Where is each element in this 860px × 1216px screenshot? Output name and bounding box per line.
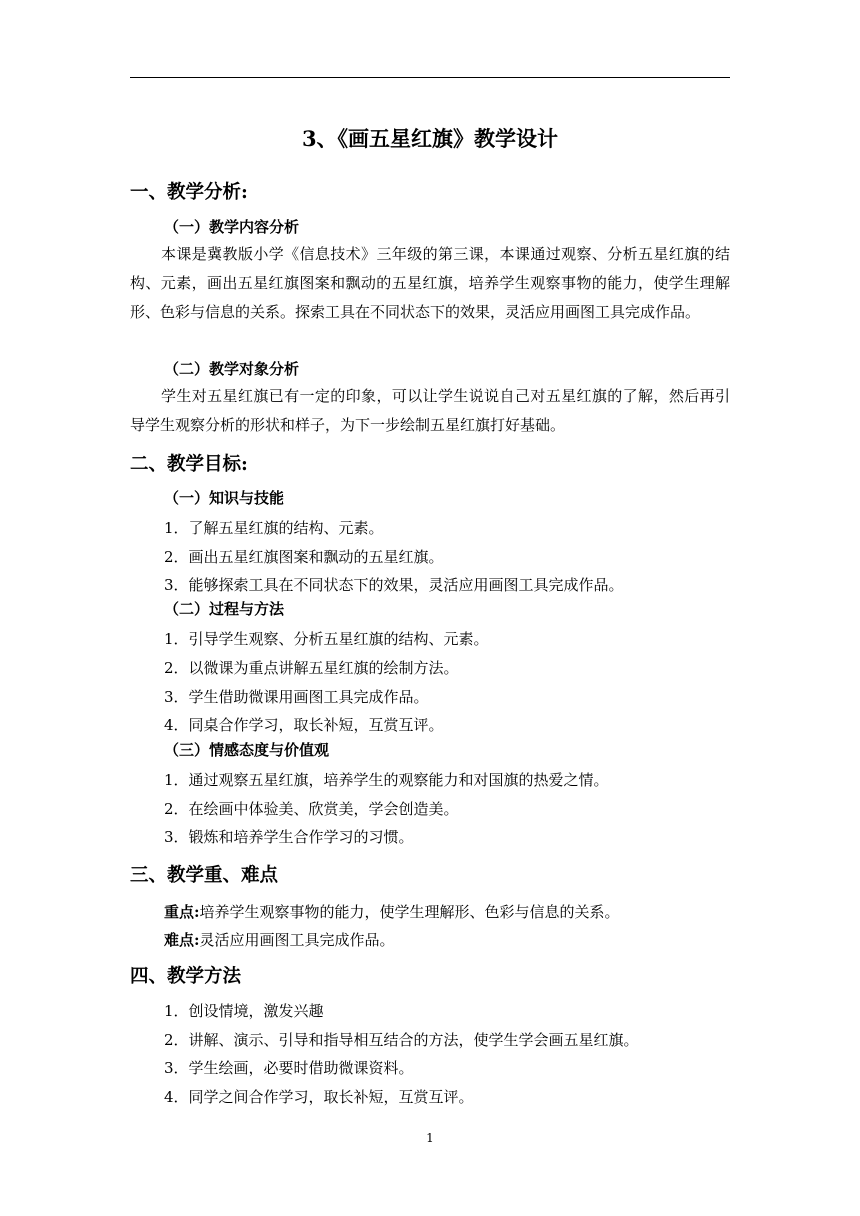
list-item: 4．同桌合作学习，取长补短，互赏互评。 xyxy=(164,716,444,734)
list-item: 2．在绘画中体验美、欣赏美，学会创造美。 xyxy=(164,800,459,818)
paragraph-content-analysis: 本课是冀教版小学《信息技术》三年级的第三课，本课通过观察、分析五星红旗的结构、元素，画出五星红旗图案和飘动的五星红旗，培养学生观察事物的能力，使学生理解形、色彩与信息的关系。探索工具在不同状态下的效果，灵活应用画图工具完成作品。 xyxy=(130,245,730,322)
section-heading-analysis: 一、教学分析: xyxy=(130,182,248,203)
list-item: 1．创设情境，激发兴趣 xyxy=(164,1002,324,1020)
difficulty-line xyxy=(164,929,395,951)
key-point-line xyxy=(164,901,620,923)
page-number: 1 xyxy=(426,1131,434,1145)
list-item: 2．画出五星红旗图案和飘动的五星红旗。 xyxy=(164,548,444,566)
list-item: 1．通过观察五星红旗，培养学生的观察能力和对国旗的热爱之情。 xyxy=(164,771,609,789)
header-rule xyxy=(130,77,730,78)
list-item: 3．能够探索工具在不同状态下的效果，灵活应用画图工具完成作品。 xyxy=(164,576,624,594)
subheading-process-methods: （二）过程与方法 xyxy=(164,600,285,618)
subheading-knowledge-skills: （一）知识与技能 xyxy=(164,489,285,507)
list-item: 1．引导学生观察、分析五星红旗的结构、元素。 xyxy=(164,630,489,648)
key-point-text: 培养学生观察事物的能力，使学生理解形、色彩与信息的关系。 xyxy=(199,903,620,921)
list-item: 2．以微课为重点讲解五星红旗的绘制方法。 xyxy=(164,659,459,677)
subheading-audience-analysis: （二）教学对象分析 xyxy=(164,360,300,378)
subheading-attitudes-values: （三）情感态度与价值观 xyxy=(164,741,330,759)
paragraph-audience-analysis: 学生对五星红旗已有一定的印象，可以让学生说说自己对五星红旗的了解，然后再引导学生观察分析的形状和样子，为下一步绘制五星红旗打好基础。 xyxy=(130,387,730,435)
difficulty-label: 难点: xyxy=(164,931,200,949)
list-item: 2．讲解、演示、引导和指导相互结合的方法，使学生学会画五星红旗。 xyxy=(164,1031,639,1049)
document-title: 3、《画五星红旗》教学设计 xyxy=(301,126,559,151)
section-heading-objectives: 二、教学目标: xyxy=(130,454,248,475)
list-item: 4．同学之间合作学习，取长补短，互赏互评。 xyxy=(164,1088,474,1106)
key-point-label: 重点: xyxy=(164,903,200,921)
subheading-content-analysis: （一）教学内容分析 xyxy=(164,218,300,236)
list-item: 3．锻炼和培养学生合作学习的习惯。 xyxy=(164,828,414,846)
list-item: 3．学生借助微课用画图工具完成作品。 xyxy=(164,688,429,706)
difficulty-text: 灵活应用画图工具完成作品。 xyxy=(199,931,395,949)
section-heading-key-points: 三、教学重、难点 xyxy=(130,865,279,886)
list-item: 3．学生绘画，必要时借助微课资料。 xyxy=(164,1059,414,1077)
section-heading-methods: 四、教学方法 xyxy=(130,966,242,987)
list-item: 1．了解五星红旗的结构、元素。 xyxy=(164,519,384,537)
